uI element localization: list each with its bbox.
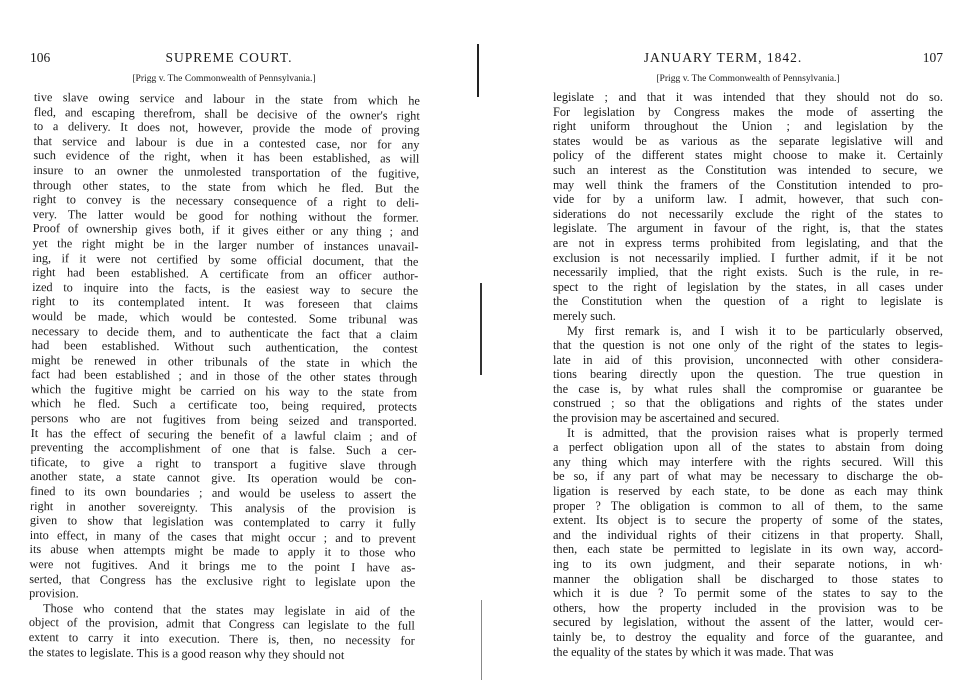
text-line: right to convey is the necessary consequence of a right to deli- — [32, 192, 420, 210]
text-line: through other states, to the state from which he fled. But the — [33, 177, 420, 196]
text-line: construed ; so that the obligations and rights of the states under — [553, 396, 943, 411]
left-case-caption: [Prigg v. The Commonwealth of Pennsylvania.] — [132, 73, 316, 84]
text-line: are not in express terms prohibited from legislating, and that the — [553, 235, 943, 250]
left-page — [28, 0, 420, 686]
text-line: to a delivery. It does not, however, provide the mode of proving — [33, 119, 420, 137]
text-line: policy of the different states might choose to make it. Certainly — [553, 148, 943, 163]
text-line: given to show that legislation was contemplated to carry it fully — [29, 513, 416, 531]
text-line: fact had been established ; and in those of the other states through — [31, 367, 418, 385]
text-line: right had been established. A certificate from an officer author- — [32, 265, 419, 283]
text-line: were not fugitives. And it brings me to the point I have as- — [29, 556, 416, 575]
text-line: had been established. Without such authentication, the contest — [31, 338, 418, 356]
text-line: very. The latter would be good for nothing without the former. — [32, 206, 419, 225]
text-line: proper ? The obligation is common to all of them, to the same — [553, 498, 943, 513]
text-line: right uniform throughout the Union ; and legislation by the — [553, 119, 943, 134]
text-line: It is admitted, that the provision raises what is properly termed — [567, 425, 943, 440]
text-line: others, how the property included in the provision was to be — [553, 600, 943, 615]
text-line: states would be as various as the separate legislative will and — [553, 133, 943, 148]
text-line: the equality of the states by which it was made. That was — [553, 644, 834, 659]
text-line: such evidence of the right, when it has been established, as will — [33, 148, 420, 167]
text-line: fined to its own boundaries ; and would be useless to assert the — [30, 484, 417, 502]
text-line: Those who contend that the states may legislate in aid of the — [42, 600, 416, 619]
text-line: legislate ; and that it was intended that they should not do so. — [553, 90, 943, 104]
right-case-caption: [Prigg v. The Commonwealth of Pennsylvania.] — [656, 73, 840, 84]
text-line: ligation is reserved by each state, to be done as each may think — [553, 484, 943, 499]
text-line: and the individual rights of their citizens in that property. Shall, — [553, 527, 943, 542]
gutter-shadow-bottom — [481, 600, 482, 680]
text-line: My first remark is, and I wish it to be particularly observed, — [567, 323, 943, 338]
text-line: which it is due ? To permit some of the states to say to the — [553, 586, 943, 601]
text-line: the case is, by what rules shall the compromise or guarantee be — [553, 381, 943, 396]
text-line: ized to inquire into the facts, is the easiest way to secure the — [32, 279, 419, 298]
text-line: that service and labour is due in a contested case, nor for any — [33, 133, 420, 152]
text-line: then, each state be permitted to legislate in its own way, accord- — [553, 542, 943, 557]
text-line: a perfect obligation upon all of the states to abstain from doing — [553, 440, 943, 455]
text-line: siderations do not necessarily exclude the right of the states to — [553, 206, 943, 221]
left-running-title: SUPREME COURT. — [165, 50, 293, 65]
text-line: necessary to decide them, and to authenticate the fact that a claim — [31, 323, 418, 342]
text-line: another state, a state cannot give. Its operation would be con- — [30, 469, 417, 488]
right-running-head — [553, 50, 943, 70]
text-line: tainly be, to destroy the equality and force of the guarantee, and — [553, 629, 943, 644]
text-line: tions bearing directly upon the question. The true question in — [553, 367, 943, 382]
left-page-body — [29, 90, 420, 663]
text-line: such an interest as the Constitution was intended to secure, we — [553, 162, 943, 177]
text-line: necessarily implied, that the right exists. Such is the rule, in re- — [553, 265, 943, 280]
text-line: any thing which may interfere with the rights secured. Will this — [553, 454, 943, 469]
text-line: may well think the framers of the Constitution intended to pro- — [553, 177, 943, 192]
text-line: spect to the right of legislation by the states, in all cases under — [553, 279, 943, 294]
text-line: might be renewed in other tribunals of the state in which the — [31, 352, 418, 371]
text-line: its abuse when attempts might be made to apply it to those who — [29, 542, 416, 561]
left-running-head — [28, 50, 420, 70]
text-line: Proof of ownership gives both, if it gives either or any thing ; and — [32, 221, 419, 240]
gutter-shadow-top — [477, 44, 479, 97]
text-line: would be made, which would be contested. Some tribunal was — [31, 308, 418, 327]
text-line: For legislation by Congress makes the mode of asserting the — [553, 104, 943, 119]
text-line: into effect, in many of the cases that might occur ; and to prevent — [29, 527, 416, 546]
text-line: manner the obligation shall be discharged to those states to — [553, 571, 943, 586]
text-line: exclusion is not necessarily implied. I further admit, if it be not — [553, 250, 943, 265]
text-line: which he fled. Such a certificate too, being required, protects — [30, 396, 418, 415]
left-page-number: 106 — [30, 50, 51, 65]
right-page-body — [553, 90, 943, 659]
text-line: the Constitution when the question of a right to legislate is — [553, 294, 943, 309]
text-line: tificate, to give a right to transport a fugitive slave through — [30, 454, 417, 473]
text-line: secured by legislation, without the assent of the latter, would cer- — [553, 615, 943, 630]
text-line: that the question is not one only of the right of the states to legis- — [553, 338, 943, 353]
text-line: persons who are not fugitives from being seized and transported. — [30, 411, 417, 429]
text-line: be so, if any part of what may be necessary to discharge the ob- — [553, 469, 943, 484]
text-line: late in aid of this provision, unconnected with other considera- — [553, 352, 943, 367]
right-running-title: JANUARY TERM, 1842. — [643, 50, 803, 65]
text-line: legislate. The argument in favour of the right, is, that the states — [553, 221, 943, 236]
gutter-shadow-middle — [480, 283, 482, 375]
text-line: object of the provision, admit that Congress can legislate to the full — [28, 615, 415, 634]
right-page — [553, 0, 943, 686]
text-line: which the fugitive might be carried on his way to the state from — [31, 381, 418, 400]
text-line: preventing the accomplishment of one that is false. Such a cer- — [30, 440, 417, 458]
text-line: the provision may be ascertained and secured. — [553, 411, 780, 426]
text-line: serted, that Congress has the exclusive right to legislate upon the — [29, 571, 416, 590]
text-line: ing, if it were not certified by some official document, that the — [32, 250, 419, 269]
text-line: insure to an owner the unmolested transportation of the fugitive, — [33, 162, 420, 181]
text-line: yet the right might be in the larger number of instances unavail- — [32, 235, 419, 254]
text-line: tive slave owing service and labour in the state from which he — [33, 90, 420, 108]
text-line: right in another sovereignty. This analysis of the provision is — [29, 498, 417, 517]
right-page-number: 107 — [922, 50, 943, 65]
text-line: extent to carry it into execution. There is, then, no necessity for — [28, 629, 415, 648]
text-line: the states to legislate. This is a good reason why they should not — [28, 644, 345, 662]
text-line: provision. — [29, 586, 79, 601]
text-line: right to its contemplated intent. It was foreseen that claims — [31, 294, 419, 313]
text-line: merely such. — [553, 308, 616, 323]
text-line: It has the effect of securing the benefit of a lawful claim ; and of — [30, 425, 417, 444]
text-line: fled, and escaping therefrom, shall be decisive of the owner's right — [33, 104, 420, 123]
text-line: extent. Its object is to secure the property of some of the states, — [553, 513, 943, 528]
text-line: vide for by a uniform law. I admit, however, that such con- — [553, 192, 943, 207]
text-line: ing to its own judgment, and their separate notions, in wh· — [553, 557, 943, 571]
